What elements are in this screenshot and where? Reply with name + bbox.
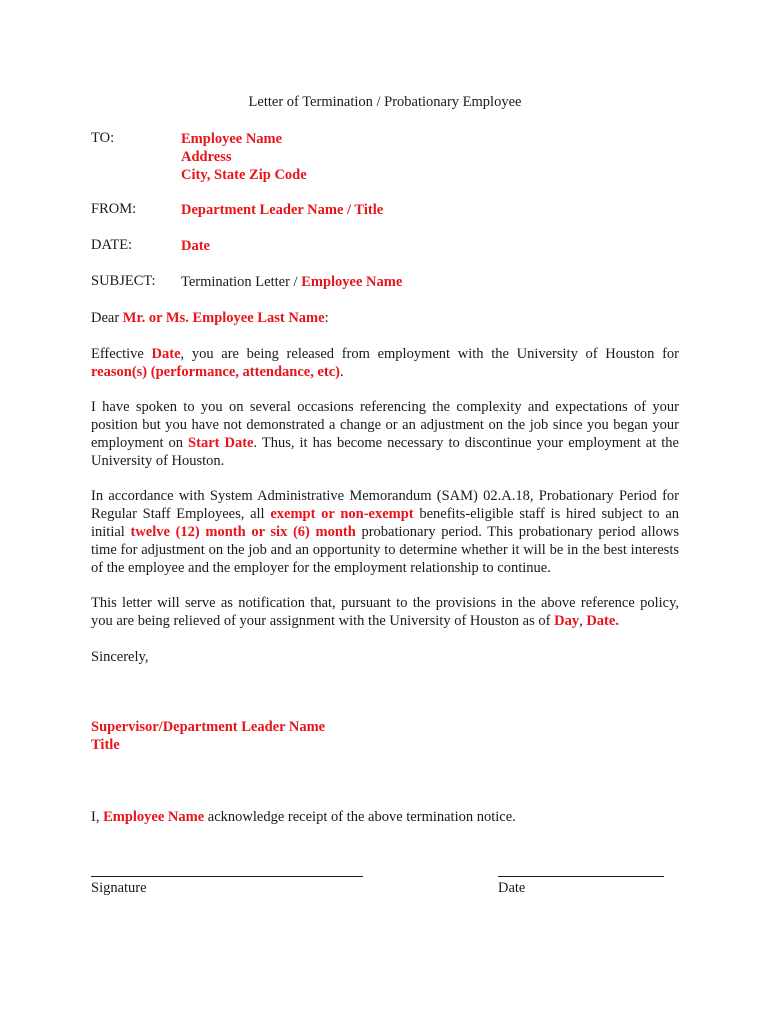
p4-date: Date xyxy=(586,613,616,629)
p4-period: . xyxy=(615,613,619,629)
from-value: Department Leader Name / Title xyxy=(181,202,384,218)
signature-line[interactable] xyxy=(91,876,363,877)
salutation-suffix: : xyxy=(324,310,329,326)
acknowledgement xyxy=(91,808,679,826)
subject-employee-name: Employee Name xyxy=(301,274,403,290)
salutation-name: Mr. or Ms. Employee Last Name xyxy=(122,310,325,326)
ack-text-2: acknowledge receipt of the above termination notice. xyxy=(204,809,516,825)
p3-exempt: exempt or non-exempt xyxy=(270,506,414,522)
paragraph-effective-date xyxy=(91,345,679,381)
subject-label: SUBJECT: xyxy=(91,273,156,289)
subject-value xyxy=(181,273,402,291)
paragraph-policy xyxy=(91,487,679,577)
p4-text-1: This letter will serve as notification that, pursuant to the provisions in the above reference policy, you are being relieved of your assignment with the University of Houston as of xyxy=(91,595,679,629)
supervisor-name: Supervisor/Department Leader Name xyxy=(91,719,326,735)
salutation-prefix: Dear xyxy=(91,310,123,326)
supervisor-title: Title xyxy=(91,737,120,753)
p4-comma: , xyxy=(579,613,587,629)
p2-text-2: . Thus, it has become necessary to discontinue your employment at the University of Houston. xyxy=(91,435,679,469)
p1-text-2: , you are being released from employment with the University of Houston for xyxy=(180,346,679,362)
p3-text-1: In accordance with System Administrative Memorandum (SAM) 02.A.18, Probationary Period for Regular Staff Employees, all xyxy=(91,488,679,522)
paragraph-history xyxy=(91,398,679,470)
ack-text-1: I, xyxy=(91,809,104,825)
p1-text-3: . xyxy=(339,364,344,380)
date-label: DATE: xyxy=(91,237,133,253)
to-address: Address xyxy=(181,149,232,165)
p1-reason: reason(s) (performance, attendance, etc) xyxy=(91,364,340,380)
p2-start-date: Start Date xyxy=(188,435,254,451)
date-line-label: Date xyxy=(498,880,526,896)
subject-prefix: Termination Letter / xyxy=(181,274,302,290)
salutation xyxy=(91,309,679,327)
p1-text-1: Effective xyxy=(91,346,152,362)
p3-text-3: probationary period. This probationary period allows time for adjustment on the job and an opportunity to determine whether it will be in the best interests of the employee and the employer for the employment relationship to continue. xyxy=(91,524,679,576)
to-block xyxy=(181,130,307,184)
letter-title: Letter of Termination / Probationary Employee xyxy=(248,94,522,110)
from-label: FROM: xyxy=(91,201,137,217)
p3-text-2: benefits-eligible staff is hired subject to an initial xyxy=(91,506,679,540)
to-city-state-zip: City, State Zip Code xyxy=(181,167,307,183)
ack-employee-name: Employee Name xyxy=(103,809,205,825)
p3-months: twelve (12) month or six (6) month xyxy=(130,524,356,540)
closing: Sincerely, xyxy=(91,649,149,665)
date-value: Date xyxy=(181,238,210,254)
p2-text-1: I have spoken to you on several occasions referencing the complexity and expectations of your position but you have not demonstrated a change or an adjustment on the job since you began your employment on xyxy=(91,399,679,451)
to-label: TO: xyxy=(91,130,115,146)
to-employee-name: Employee Name xyxy=(181,131,283,147)
date-line[interactable] xyxy=(498,876,664,877)
signature-label: Signature xyxy=(91,880,147,896)
paragraph-notification xyxy=(91,594,679,630)
p1-date: Date xyxy=(151,346,181,362)
p4-day: Day xyxy=(554,613,580,629)
